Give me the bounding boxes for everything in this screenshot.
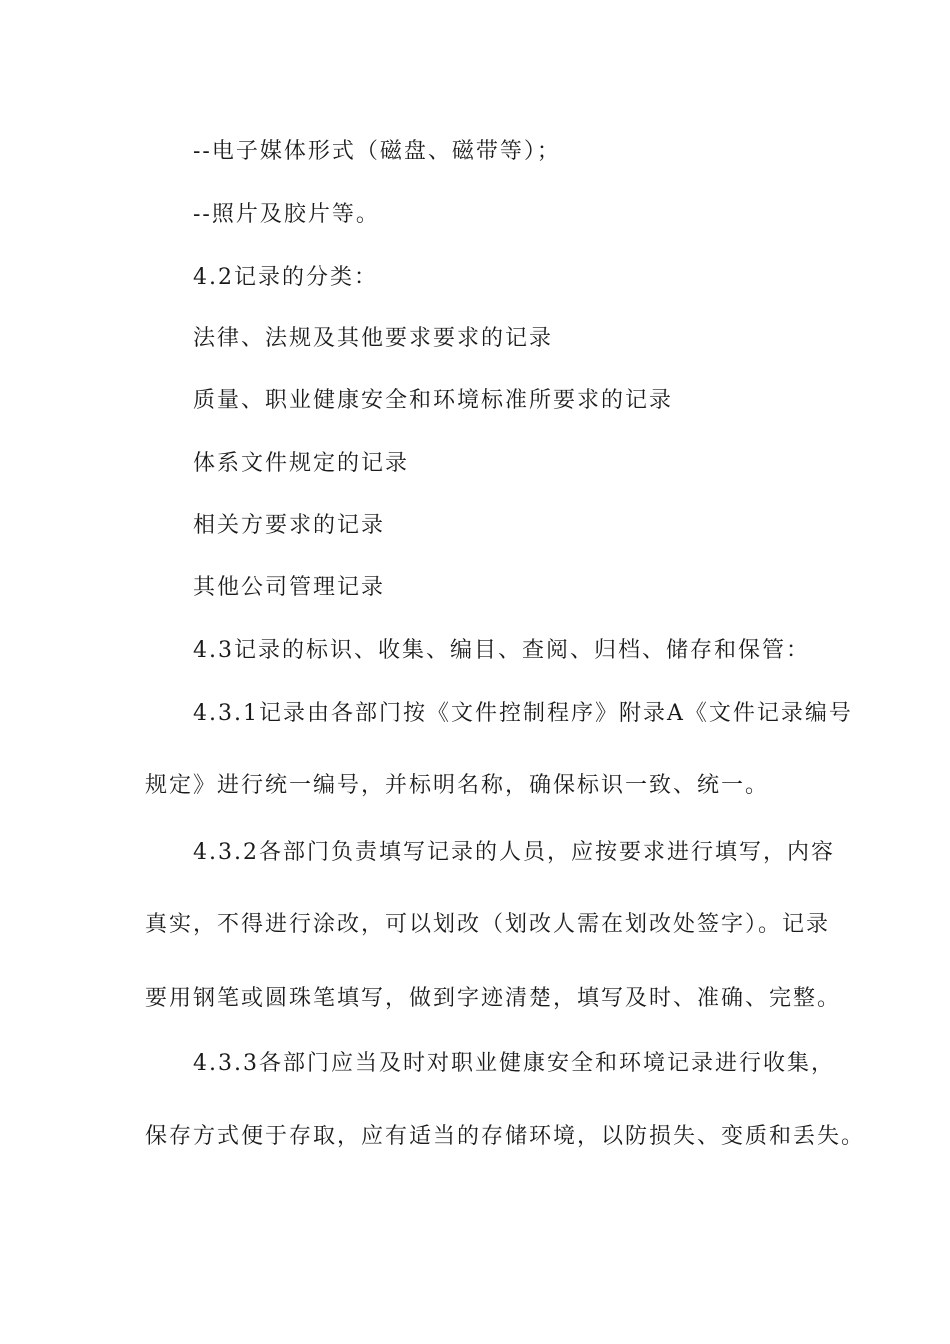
paragraph-4-3-3-line-1: 4.3.3各部门应当及时对职业健康安全和环境记录进行收集， bbox=[193, 1051, 835, 1076]
list-item-photos-film: --照片及胶片等。 bbox=[193, 202, 380, 227]
section-heading-4-2: 4.2记录的分类： bbox=[193, 265, 378, 290]
paragraph-4-3-2-line-3: 要用钢笔或圆珠笔填写，做到字迹清楚，填写及时、准确、完整。 bbox=[145, 986, 842, 1011]
list-item-system-records: 体系文件规定的记录 bbox=[193, 451, 410, 476]
section-heading-4-3: 4.3记录的标识、收集、编目、查阅、归档、储存和保管： bbox=[193, 638, 810, 663]
list-item-electronic-media: --电子媒体形式（磁盘、磁带等）； bbox=[193, 139, 561, 164]
list-item-other-records: 其他公司管理记录 bbox=[193, 575, 386, 600]
paragraph-4-3-2-line-1: 4.3.2各部门负责填写记录的人员，应按要求进行填写，内容 bbox=[193, 840, 835, 865]
paragraph-4-3-1-line-2: 规定》进行统一编号，并标明名称，确保标识一致、统一。 bbox=[145, 773, 770, 798]
paragraph-4-3-2-line-2: 真实，不得进行涂改，可以划改（划改人需在划改处签字）。记录 bbox=[145, 912, 831, 937]
list-item-party-records: 相关方要求的记录 bbox=[193, 513, 386, 538]
list-item-standard-records: 质量、职业健康安全和环境标准所要求的记录 bbox=[193, 388, 674, 413]
list-item-legal-records: 法律、法规及其他要求要求的记录 bbox=[193, 326, 554, 351]
paragraph-4-3-3-line-2: 保存方式便于存取，应有适当的存储环境，以防损失、变质和丢失。 bbox=[145, 1124, 866, 1149]
paragraph-4-3-1-line-1: 4.3.1记录由各部门按《文件控制程序》附录A《文件记录编号 bbox=[193, 701, 853, 726]
